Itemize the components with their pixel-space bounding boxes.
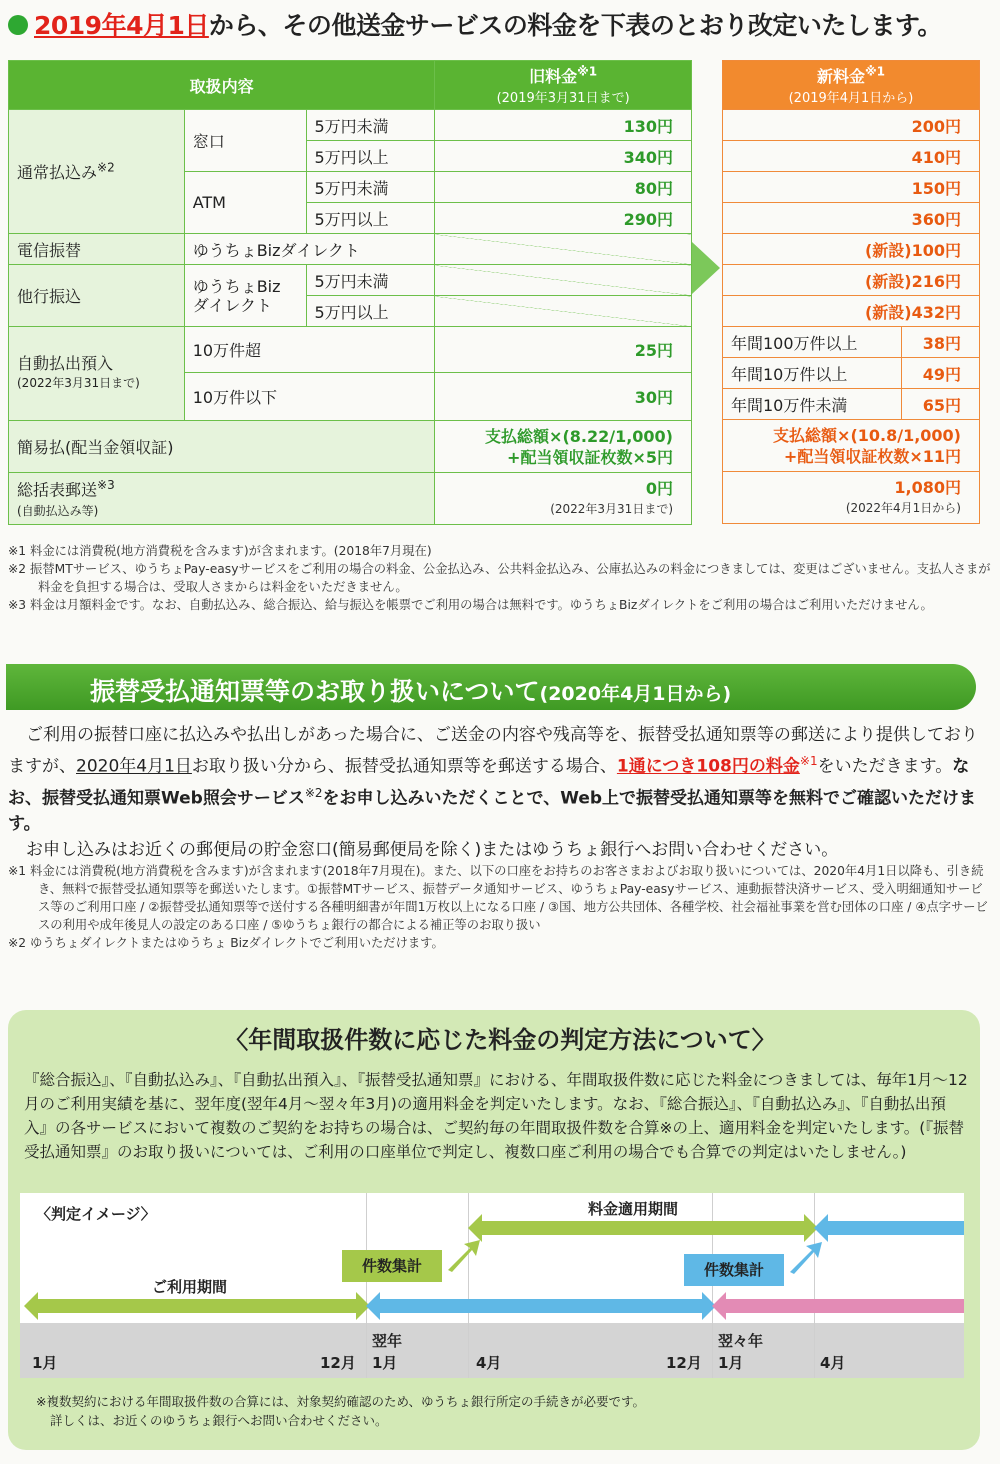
header-old: 旧料金$^{※1}$ (2019年3月31日まで) <box>435 61 692 110</box>
count-tag: 件数集計 <box>684 1254 784 1286</box>
note: ※1 料金には消費税(地方消費税を含みます)が含まれます(2018年7月現在)。また、以下の口座をお持ちのお客さまおよびお取り扱いについては、2020年4月1日以降も、引き続き、無料で振替受払通知票等を郵送いたします。①振替MTサービス、振替データ通知サービス、ゆうちょPay-easyサービス、連動振替決済サービス、受入明細通知サービス等のご利用口座 / ②振替受払通知票等で送付する各種明細書が年間1万枚以上になる口座 / ③国、地方公共団体、各種学校、社会福祉事業を営む団体の口座 / ④点字サービスの利用や成年後見人の設定のある口座 / ⑤ゆうちょ銀行の都合による補正等のお取り扱い <box>8 864 988 932</box>
old-price: 25円 <box>435 327 692 373</box>
month-tick: 1月 <box>372 1354 398 1372</box>
new-price: 410円 <box>723 141 980 172</box>
old-price: 80円 <box>435 172 692 203</box>
old-summary-price: 0円 (2022年3月31日まで) <box>435 473 692 525</box>
telegraph-service: ゆうちょBizダイレクト <box>184 234 435 265</box>
new-price: (新設)216円 <box>723 265 980 296</box>
simple-label: 簡易払(配当金領収証) <box>9 421 435 473</box>
next-count-arrow <box>712 1290 964 1322</box>
month-tick: 1月 <box>718 1354 744 1372</box>
new-price: (新設)432円 <box>723 296 980 327</box>
atm-label: ATM <box>184 172 306 234</box>
month-tick: 12月 <box>320 1354 356 1372</box>
arrow-right-icon <box>692 242 720 294</box>
new-price: (新設)100円 <box>723 234 980 265</box>
header-service: 取扱内容 <box>9 61 435 110</box>
fee-notes <box>8 542 993 614</box>
footnote-line: ※複数契約における年間取扱件数の合算には、対象契約確認のため、ゆうちょ銀行所定の手続きが必要です。 <box>36 1394 645 1409</box>
tier-price: 38円 <box>902 327 980 358</box>
page-headline <box>8 6 998 40</box>
count-tag: 件数集計 <box>342 1250 442 1282</box>
summary-label: 総括表郵送$^{※3}$ (自動払込み等) <box>9 473 435 525</box>
note: ※3 料金は月額料金です。なお、自動払込み、総合振込、給与振込を帳票でご利用の場合は無料です。ゆうちょBizダイレクトをご利用の場合はご利用いただけません。 <box>8 598 933 612</box>
new-fee-table <box>722 60 980 524</box>
other-bank-label: 他行振込 <box>9 265 185 327</box>
auto-row2: 10万件以下 <box>184 373 435 421</box>
old-fee-table <box>8 60 692 525</box>
tier-label: 年間100万件以上 <box>723 327 902 358</box>
empty-cell <box>435 296 692 327</box>
tier-label: 年間10万件以上 <box>723 358 902 389</box>
other-bank-service: ゆうちょBiz ダイレクト <box>184 265 306 327</box>
note: ※2 ゆうちょダイレクトまたはゆうちょ Bizダイレクトでご利用いただけます。 <box>8 936 444 950</box>
note: ※2 振替MTサービス、ゆうちょPay-easyサービスをご利用の場合の料金、公金払込み、公共料金払込み、公庫払込みの料金につきましては、変更はございません。支払人さまが料金を負担する場合は、受取人さまからは料金をいただきません。 <box>8 562 991 594</box>
tier-price: 49円 <box>902 358 980 389</box>
year-label: 翌年 <box>372 1332 403 1350</box>
old-simple-price: 支払総額×(8.22/1,000) +配当領収証枚数×5円 <box>435 421 692 473</box>
auto-label: 自動払出預入 (2022年3月31日まで) <box>9 327 185 421</box>
next-apply-arrow <box>814 1212 964 1244</box>
divider <box>366 1193 367 1378</box>
section-title: 振替受払通知票等のお取り扱いについて(2020年4月1日から) <box>90 677 732 706</box>
header-new: 新料金$^{※1}$ (2019年4月1日から) <box>723 61 980 110</box>
under-label: 5万円未満 <box>306 110 435 141</box>
over-label: 5万円以上 <box>306 296 435 327</box>
judgement-title: 〈年間取扱件数に応じた料金の判定方法について〉 <box>224 1026 776 1054</box>
over-label: 5万円以上 <box>306 203 435 234</box>
under-label: 5万円未満 <box>306 172 435 203</box>
paragraph: ご利用の振替口座に払込みや払出しがあった場合に、ご送金の内容や残高等を、振替受払通知票等の郵送により提供しておりますが、2020年4月1日お取り扱い分から、振替受払通知票等を郵送する場合、1通につき108円の料金$^{※1}$をいただきます。なお、振替受払通知票Web照会サービス$^{※2}$をお申し込みいただくことで、Web上で振替受払通知票等を無料でご確認いただけます。 <box>8 725 978 835</box>
headline-text: から、その他送金サービスの料金を下表のとおり改定いたします。 <box>208 11 942 40</box>
judgement-footnote <box>36 1392 966 1430</box>
under-label: 5万円未満 <box>306 265 435 296</box>
empty-cell <box>435 234 692 265</box>
count-period-arrow <box>366 1290 716 1322</box>
window-label: 窓口 <box>184 110 306 172</box>
month-tick: 4月 <box>476 1354 502 1372</box>
tier-price: 65円 <box>902 389 980 420</box>
new-price: 360円 <box>723 203 980 234</box>
old-price: 290円 <box>435 203 692 234</box>
normal-label: 通常払込み$^{※2}$ <box>9 110 185 234</box>
new-price: 150円 <box>723 172 980 203</box>
section2-body <box>8 722 993 863</box>
section2-notes <box>8 862 993 952</box>
month-tick: 1月 <box>32 1354 58 1372</box>
old-price: 30円 <box>435 373 692 421</box>
month-tick: 12月 <box>666 1354 702 1372</box>
paragraph: お申し込みはお近くの郵便局の貯金窓口(簡易郵便局を除く)またはゆうちょ銀行へお問い合わせください。 <box>26 840 839 861</box>
note: ※1 料金には消費税(地方消費税を含みます)が含まれます。(2018年7月現在) <box>8 544 432 558</box>
new-price: 200円 <box>723 110 980 141</box>
new-simple-price: 支払総額×(10.8/1,000) +配当領収証枚数×11円 <box>723 420 980 472</box>
up-arrow-icon <box>446 1238 482 1274</box>
footnote-line: 詳しくは、お近くのゆうちょ銀行へお問い合わせください。 <box>50 1413 388 1428</box>
month-tick: 4月 <box>820 1354 846 1372</box>
headline-date: 2019年4月1日 <box>34 11 209 40</box>
bullet-icon <box>8 15 28 35</box>
diagram-title: 〈判定イメージ〉 <box>36 1205 156 1223</box>
empty-cell <box>435 265 692 296</box>
usage-label: ご利用期間 <box>152 1278 228 1296</box>
apply-label: 料金適用期間 <box>588 1200 679 1218</box>
over-label: 5万円以上 <box>306 141 435 172</box>
old-price: 130円 <box>435 110 692 141</box>
new-summary-price: 1,080円 (2022年4月1日から) <box>723 472 980 524</box>
up-arrow-icon <box>788 1240 824 1276</box>
telegraph-label: 電信振替 <box>9 234 185 265</box>
auto-row1: 10万件超 <box>184 327 435 373</box>
year-label: 翌々年 <box>718 1332 764 1350</box>
old-price: 340円 <box>435 141 692 172</box>
tier-label: 年間10万件未満 <box>723 389 902 420</box>
judgement-text: 『総合振込』、『自動払込み』、『自動払出預入』、『振替受払通知票』における、年間取扱件数に応じた料金につきましては、毎年1月〜12月のご利用実績を基に、翌年度(翌年4月〜翌々年3月)の適用料金を判定いたします。なお、『総合振込』、『自動払込み』、『自動払出預入』の各サービスにおいて複数のご契約をお持ちの場合は、ご契約毎の年間取扱件数を合算※の上、適用料金を判定いたします。(『振替受払通知票』のお取り扱いについては、ご利用の口座単位で判定し、複数口座ご利用の場合でも合算での判定はいたしません。) <box>24 1071 968 1161</box>
